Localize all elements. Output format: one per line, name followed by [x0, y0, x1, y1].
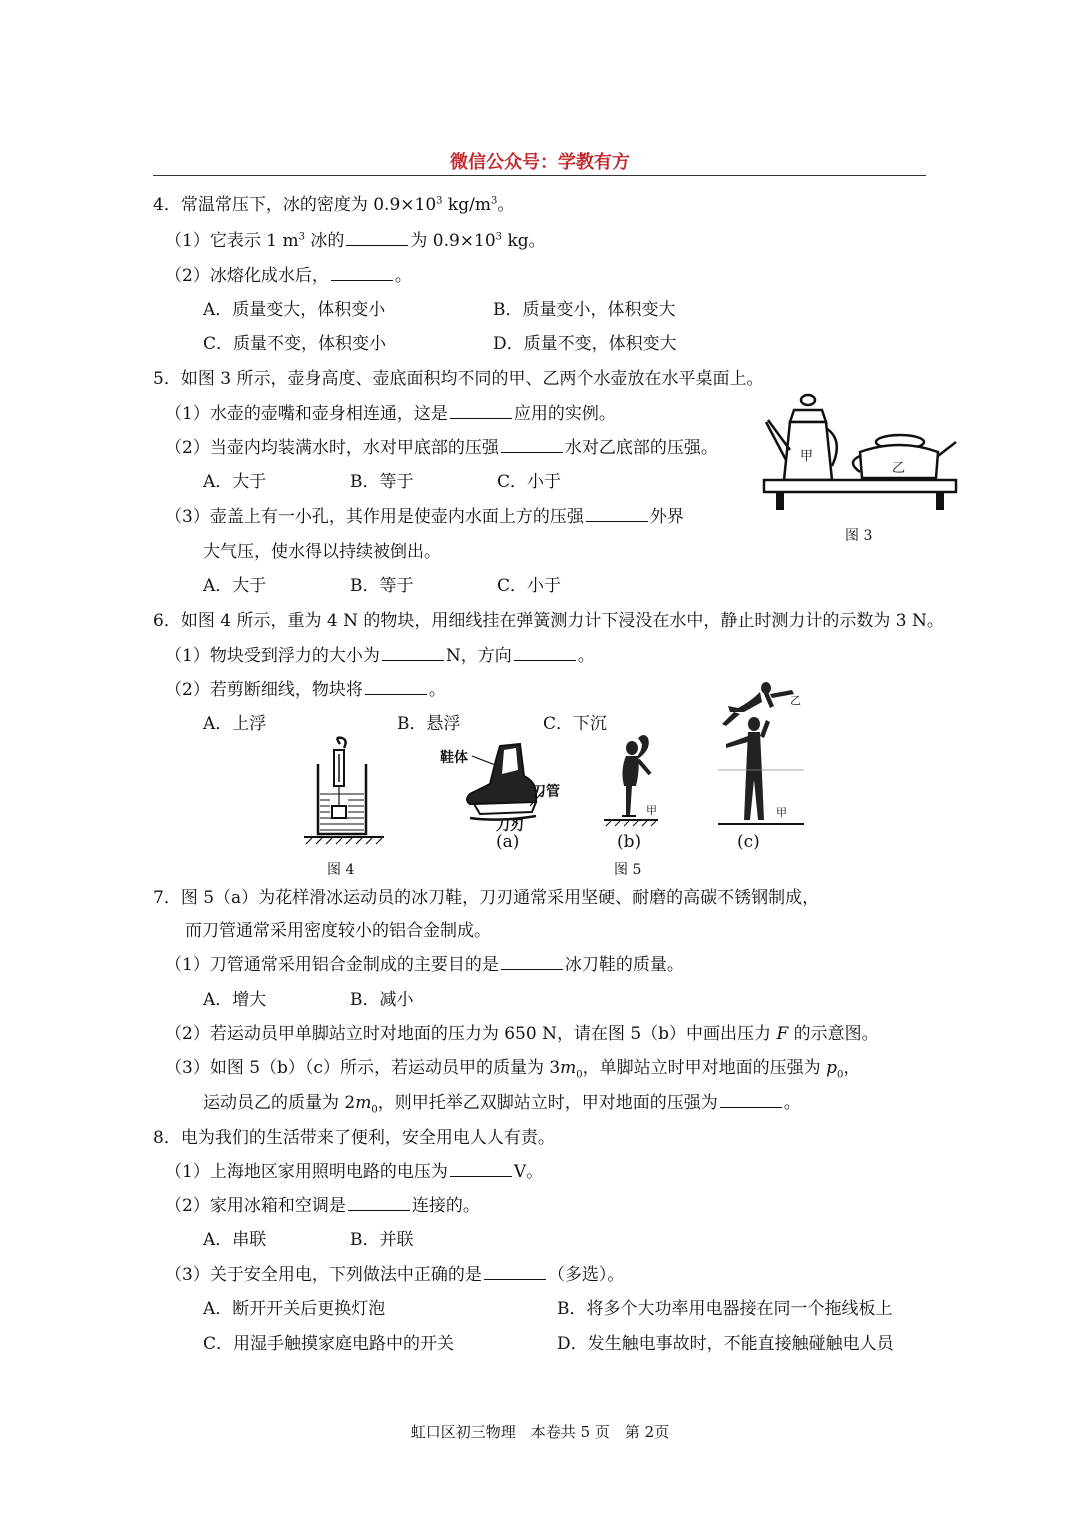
answer-blank[interactable] [450, 417, 512, 419]
q4-stem-exp: 3 [436, 195, 443, 207]
q5-part2 [165, 433, 718, 458]
q4-option-a[interactable]: A．质量变大，体积变小 [203, 300, 386, 320]
q4-p1-text3: 为 0.9×10 [410, 231, 496, 251]
q6-part1 [165, 641, 595, 666]
label-xieti: 鞋体 [440, 750, 468, 766]
q8-p2-option-a[interactable]: A．串联 [203, 1230, 267, 1250]
kettle-yi-label: 乙 [892, 461, 906, 476]
label-jia-b: 甲 [646, 804, 657, 817]
q4-option-c[interactable]: C．质量不变，体积变小 [203, 334, 387, 354]
q4-p2-text: （2）冰熔化成水后， [165, 266, 329, 286]
q5-p3-continuation: 大气压，使水得以持续被倒出。 [203, 542, 441, 562]
q7-p3-p-sub: 0 [836, 1069, 844, 1081]
q4-p1-text4: kg。 [502, 231, 546, 251]
q5-p3-option-b[interactable]: B．等于 [350, 576, 414, 596]
answer-blank[interactable] [382, 659, 444, 661]
figure-5b-skater-jia [598, 730, 664, 828]
q7-p3-text3: 运动员乙的质量为 2 [203, 1093, 356, 1113]
answer-blank[interactable] [331, 279, 393, 281]
q5-p2-option-c[interactable]: C．小于 [497, 472, 562, 492]
q7-p3-comma: ， [843, 1058, 861, 1078]
q7-p1-end: 冰刀鞋的质量。 [564, 955, 684, 975]
figure-5a-skate [440, 740, 570, 832]
table-leg-left [776, 492, 784, 510]
q4-p1-exp: 3 [298, 231, 305, 243]
q6-p2-text: （2）若剪断细线，物块将 [165, 680, 363, 700]
label-daoren: 刀刃 [496, 818, 524, 832]
q5-p3-option-c[interactable]: C．小于 [497, 576, 562, 596]
q5-p2-option-b[interactable]: B．等于 [350, 472, 414, 492]
q4-stem-text: 4．常温常压下，冰的密度为 0.9×10 [153, 195, 437, 215]
q5-p3-option-a[interactable]: A．大于 [203, 576, 267, 596]
q5-part3 [165, 502, 684, 527]
q4-p1-text2: 冰的 [304, 231, 345, 251]
q8-part3 [165, 1260, 624, 1285]
q7-p3-m: m [560, 1058, 577, 1078]
answer-blank[interactable] [484, 1278, 546, 1280]
q8-part2 [165, 1191, 480, 1216]
q4-stem-end: 。 [497, 195, 515, 215]
q8-option-c[interactable]: C．用湿手触摸家庭电路中的开关 [203, 1334, 455, 1354]
q4-stem [153, 190, 514, 215]
answer-blank[interactable] [514, 659, 576, 661]
kettle-jia [766, 395, 837, 480]
answer-blank[interactable] [365, 693, 427, 695]
answer-blank[interactable] [346, 244, 408, 246]
q8-p1-end: V。 [513, 1162, 544, 1182]
label-daoguan: 刀管 [532, 784, 560, 800]
q7-p2-text: （2）若运动员甲单脚站立时对地面的压力为 650 N，请在图 5（b）中画出压力 [165, 1024, 777, 1044]
q5-p1-text: （1）水壶的壶嘴和壶身相连通，这是 [165, 404, 448, 424]
label-jia-c: 甲 [776, 806, 787, 819]
q7-part3 [165, 1053, 860, 1080]
q7-p3-p: p [826, 1058, 837, 1078]
q5-p2-text: （2）当壶内均装满水时，水对甲底部的压强 [165, 438, 499, 458]
q7-part2 [165, 1019, 879, 1044]
q7-stem-line1: 7．图 5（a）为花样滑冰运动员的冰刀鞋，刀刃通常采用坚硬、耐磨的高碳不锈钢制成， [153, 888, 820, 908]
answer-blank[interactable] [501, 968, 563, 970]
q8-p3-end: （多选）。 [547, 1265, 625, 1285]
q4-option-d[interactable]: D．质量不变，体积变大 [493, 334, 677, 354]
label-yi-c: 乙 [790, 694, 801, 707]
q7-option-b[interactable]: B．减小 [350, 990, 414, 1010]
figure-5-caption: 图 5 [614, 862, 642, 878]
figure-5b-label: (b) [617, 832, 642, 852]
q6-p2-end: 。 [428, 680, 446, 700]
q5-p2-end: 水对乙底部的压强。 [564, 438, 718, 458]
q7-p3-m2: m [355, 1093, 372, 1113]
q4-stem-unit-exp: 3 [490, 195, 498, 207]
q7-p3-text4: ，则甲托举乙双脚站立时，甲对地面的压强为 [377, 1093, 718, 1113]
q5-stem: 5．如图 3 所示，壶身高度、壶底面积均不同的甲、乙两个水壶放在水平桌面上。 [153, 369, 764, 389]
figure-5c-lift [714, 680, 810, 830]
table-leg-right [936, 492, 944, 510]
q8-option-d[interactable]: D．发生触电事故时，不能直接触碰触电人员 [557, 1334, 894, 1354]
answer-blank[interactable] [720, 1106, 782, 1108]
q6-option-a[interactable]: A．上浮 [203, 714, 267, 734]
kettle-jia-label: 甲 [800, 449, 814, 464]
figure-3-kettles [760, 390, 960, 515]
q7-part1 [165, 950, 684, 975]
q8-option-a[interactable]: A．断开开关后更换灯泡 [203, 1299, 386, 1319]
answer-blank[interactable] [450, 1175, 512, 1177]
q6-option-b[interactable]: B．悬浮 [397, 714, 461, 734]
q4-part1 [165, 226, 546, 251]
q6-p1-end: 。 [577, 646, 595, 666]
q6-p1-text2: N，方向 [445, 646, 512, 666]
q7-p2-end: 的示意图。 [788, 1024, 879, 1044]
answer-blank[interactable] [501, 451, 563, 453]
answer-blank[interactable] [586, 520, 648, 522]
figure-3-caption: 图 3 [845, 528, 873, 544]
q4-p1-exp2: 3 [495, 231, 503, 243]
q7-part3-continuation [203, 1088, 801, 1115]
q6-part2 [165, 675, 446, 700]
q7-p3-text2: ，单脚站立时甲对地面的压强为 [582, 1058, 827, 1078]
q6-stem: 6．如图 4 所示，重为 4 N 的物块，用细线挂在弹簧测力计下浸没在水中，静止时测力计的示数为 3 N。 [153, 611, 944, 631]
table-top [764, 480, 956, 492]
q4-part2 [165, 261, 412, 286]
q7-option-a[interactable]: A．增大 [203, 990, 267, 1010]
q7-p3-text: （3）如图 5（b）（c）所示，若运动员甲的质量为 3 [165, 1058, 561, 1078]
q8-stem: 8．电为我们的生活带来了便利，安全用电人人有责。 [153, 1128, 555, 1148]
figure-5c-label: (c) [737, 832, 760, 852]
q8-p2-end: 连接的。 [411, 1196, 480, 1216]
q7-p1-text: （1）刀管通常采用铝合金制成的主要目的是 [165, 955, 499, 975]
answer-blank[interactable] [348, 1209, 410, 1211]
q7-p3-m-sub: 0 [576, 1069, 583, 1081]
q5-p3-text2: 外界 [649, 507, 684, 527]
q6-option-c[interactable]: C．下沉 [543, 714, 608, 734]
q7-p3-m2-sub: 0 [371, 1104, 378, 1116]
q8-option-b[interactable]: B．将多个大功率用电器接在同一个拖线板上 [557, 1299, 893, 1319]
figure-5a-label: (a) [496, 832, 520, 852]
q4-p1-text: （1）它表示 1 m [165, 231, 299, 251]
q8-p3-text: （3）关于安全用电，下列做法中正确的是 [165, 1265, 482, 1285]
q8-part1 [165, 1157, 543, 1182]
figure-4-caption: 图 4 [327, 862, 355, 878]
q6-p1-text: （1）物块受到浮力的大小为 [165, 646, 380, 666]
header-rule [153, 175, 926, 176]
q5-p2-option-a[interactable]: A．大于 [203, 472, 267, 492]
q5-p3-text: （3）壶盖上有一小孔，其作用是使壶内水面上方的压强 [165, 507, 584, 527]
q5-part1 [165, 399, 616, 424]
q8-p1-text: （1）上海地区家用照明电路的电压为 [165, 1162, 448, 1182]
q7-stem-line2: 而刀管通常采用密度较小的铝合金制成。 [185, 921, 491, 941]
page-footer: 虹口区初三物理 本卷共 5 页 第 2页 [410, 1423, 670, 1441]
q5-p1-end: 应用的实例。 [513, 404, 616, 424]
q4-option-b[interactable]: B．质量变小，体积变大 [493, 300, 676, 320]
q8-p2-option-b[interactable]: B．并联 [350, 1230, 414, 1250]
q4-stem-unit: kg/m [442, 195, 491, 215]
q7-p2-force-symbol: F [776, 1024, 789, 1044]
figure-4-spring-scale [300, 736, 390, 848]
q8-p2-text: （2）家用冰箱和空调是 [165, 1196, 346, 1216]
q4-p2-end: 。 [394, 266, 412, 286]
page-header-watermark: 微信公众号：学教有方 [450, 152, 630, 173]
q7-p3-end: 。 [783, 1093, 801, 1113]
